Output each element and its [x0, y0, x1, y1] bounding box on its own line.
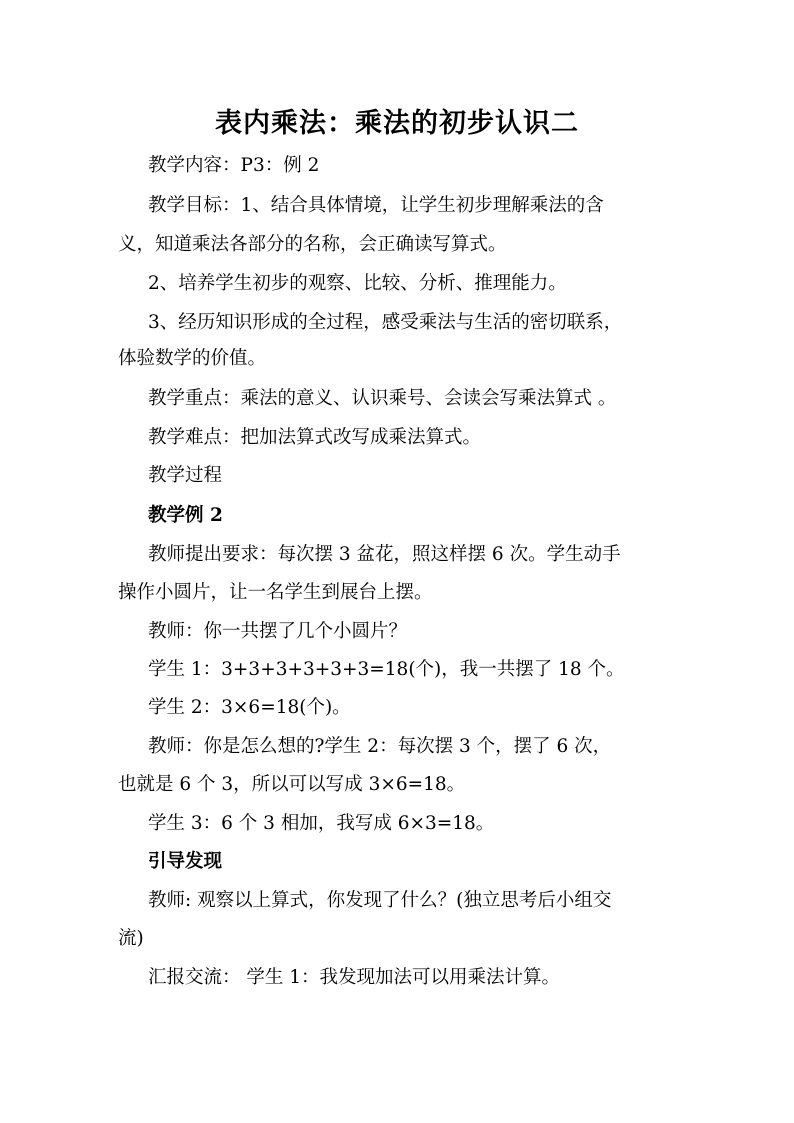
teacher-followup-continuation: 也就是 6 个 3，所以可以写成 3×6=18。	[118, 774, 466, 795]
teacher-request-continuation: 操作小圆片，让一名学生到展台上摆。	[118, 582, 433, 603]
teacher-request-line: 教师提出要求：每次摆 3 盆花，照这样摆 6 次。学生动手	[148, 544, 621, 565]
teaching-content-line: 教学内容：P3：例 2	[148, 155, 320, 176]
goal-item-2: 2、培养学生初步的观察、比较、分析、推理能力。	[148, 273, 567, 294]
teacher-followup-line: 教师：你是怎么想的?学生 2：每次摆 3 个，摆了 6 次，	[148, 736, 612, 757]
teacher-question-line: 教师：你一共摆了几个小圆片？	[148, 621, 408, 642]
report-line: 汇报交流： 学生 1：我发现加法可以用乘法计算。	[148, 967, 561, 988]
document-title: 表内乘法：乘法的初步认识二	[215, 108, 579, 139]
discovery-heading: 引导发现	[148, 851, 223, 872]
teaching-goal-line: 教学目标：1、结合具体情境，让学生初步理解乘法的含	[148, 195, 604, 216]
teacher-observe-line: 教师: 观察以上算式，你发现了什么？(独立思考后小组交	[148, 890, 612, 911]
key-point-line: 教学重点：乘法的意义、认识乘号、会读会写乘法算式 。	[148, 388, 617, 409]
goal-item-3: 3、经历知识形成的全过程，感受乘法与生活的密切联系，	[148, 312, 623, 333]
teacher-observe-continuation: 流)	[118, 928, 144, 949]
student-3-answer: 学生 3：6 个 3 相加，我写成 6×3=18。	[148, 813, 495, 834]
process-heading: 教学过程	[148, 465, 223, 486]
goal-item-3-continuation: 体验数学的价值。	[118, 348, 267, 369]
student-1-answer: 学生 1：3+3+3+3+3+3=18(个)，我一共摆了 18 个。	[148, 659, 625, 680]
teaching-goal-continuation: 义，知道乘法各部分的名称，会正确读写算式。	[118, 234, 507, 255]
example-heading: 教学例 2	[148, 505, 223, 526]
student-2-answer: 学生 2：3×6=18(个)。	[148, 697, 351, 718]
difficulty-line: 教学难点：把加法算式改写成乘法算式。	[148, 427, 482, 448]
